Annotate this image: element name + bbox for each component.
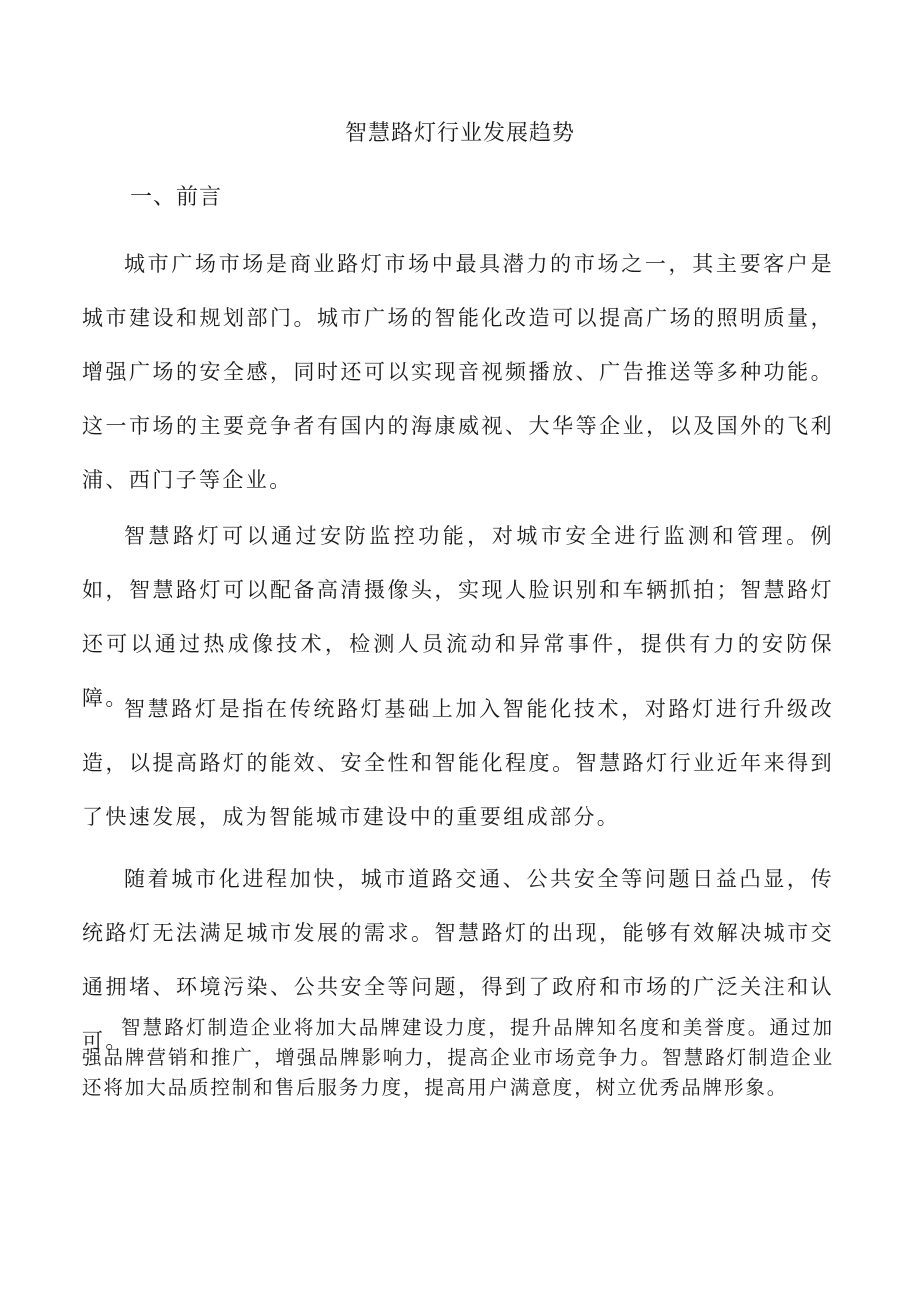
page-title: 智慧路灯行业发展趋势 [344,121,575,146]
paragraph-5: 智慧路灯制造企业将加大品牌建设力度，提升品牌知名度和美誉度。通过加强品牌营销和推广，增强品牌影响力，提高企业市场竞争力。智慧路灯制造企业还将加大品质控制和售后服务力度，提高用户满意度，树立优秀品牌形象。 [82,1016,834,1099]
paragraph-4: 随着城市化进程加快，城市道路交通、公共安全等问题日益凸显，传统路灯无法满足城市发展的需求。智慧路灯的出现，能够有效解决城市交通拥堵、环境污染、公共安全等问题，得到了政府和市场的广泛关注和认可。 [82,867,834,1053]
paragraph-3: 智慧路灯是指在传统路灯基础上加入智能化技术，对路灯进行升级改造，以提高路灯的能效、安全性和智能化程度。智慧路灯行业近年来得到了快速发展，成为智能城市建设中的重要组成部分。 [82,697,834,829]
paragraph-1: 城市广场市场是商业路灯市场中最具潜力的市场之一，其主要客户是城市建设和规划部门。城市广场的智能化改造可以提高广场的照明质量，增强广场的安全感，同时还可以实现音视频播放、广告推送等多种功能。这一市场的主要竞争者有国内的海康威视、大华等企业，以及国外的飞利浦、西门子等企业。 [82,252,834,492]
paragraph-2: 智慧路灯可以通过安防监控功能，对城市安全进行监测和管理。例如，智慧路灯可以配备高清摄像头，实现人脸识别和车辆抓拍；智慧路灯还可以通过热成像技术，检测人员流动和异常事件，提供有力的安防保障。 [82,524,834,710]
section-heading: 一、前言 [130,185,223,210]
